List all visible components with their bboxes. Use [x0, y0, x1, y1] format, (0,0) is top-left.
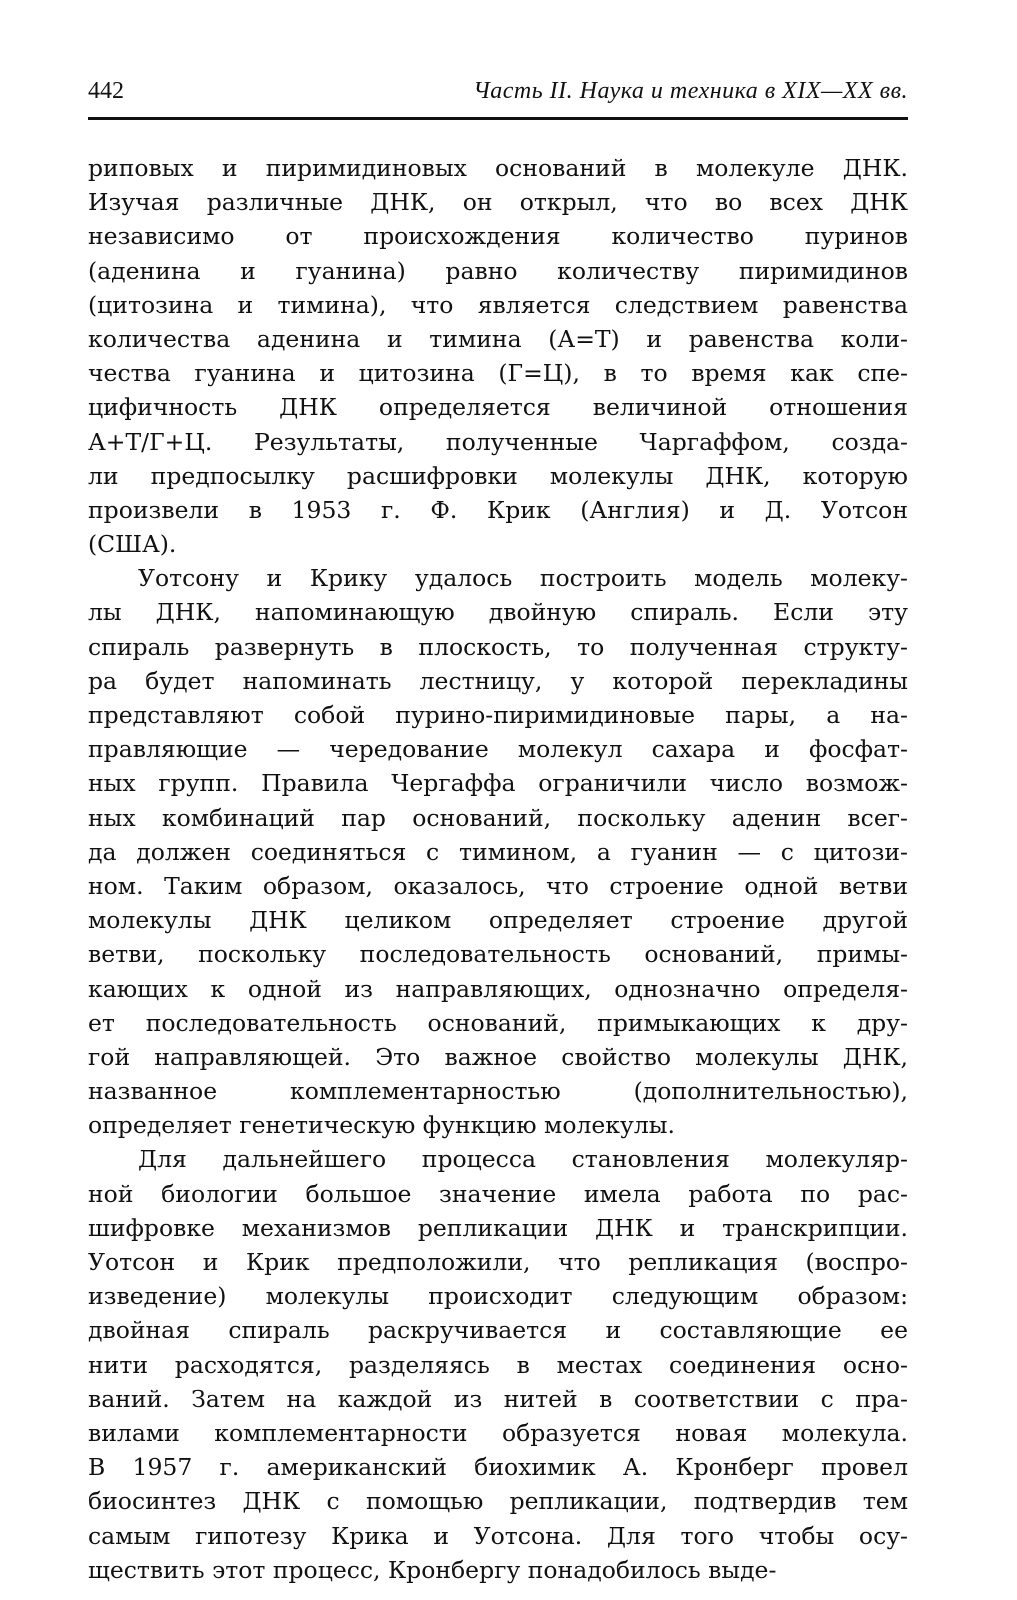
text-line: произвели в 1953 г. Ф. Крик (Англия) и Д. Уотсон [88, 495, 908, 524]
text-line: Для дальнейшего процесса становления молекуляр- [138, 1145, 908, 1174]
paragraph [88, 561, 908, 1142]
page-number: 442 [88, 78, 124, 104]
running-title: Часть II. Наука и техника в XIX—XX вв. [473, 78, 908, 104]
text-line: ном. Таким образом, оказалось, что строение одной ветви [88, 871, 908, 900]
text-line: ных комбинаций пар оснований, поскольку аденин всег- [88, 803, 908, 832]
paragraph [88, 1142, 908, 1586]
text-line: самым гипотезу Крика и Уотсона. Для того чтобы осу- [88, 1521, 908, 1550]
text-line: вилами комплементарности образуется новая молекула. [88, 1418, 908, 1447]
text-line: кающих к одной из направляющих, однозначно определя- [88, 974, 908, 1003]
text-line: Изучая различные ДНК, он открыл, что во всех ДНК [88, 188, 908, 217]
text-line: определяет генетическую функцию молекулы. [88, 1111, 675, 1140]
text-line: правляющие — чередование молекул сахара и фосфат- [88, 735, 908, 764]
text-line: молекулы ДНК целиком определяет строение другой [88, 906, 908, 935]
text-line: Уотсон и Крик предположили, что репликация (воспро- [88, 1248, 908, 1276]
text-line: гой направляющей. Это важное свойство молекулы ДНК, [88, 1042, 908, 1071]
text-line: цифичность ДНК определяется величиной отношения [88, 393, 908, 422]
text-line: биосинтез ДНК с помощью репликации, подтвердив тем [88, 1487, 908, 1516]
text-line: Уотсону и Крику удалось построить модель молеку- [138, 564, 908, 593]
text-line: ных групп. Правила Чергаффа ограничили число возмож- [88, 769, 908, 798]
text-line: независимо от происхождения количество пуринов [88, 222, 908, 251]
paragraph [88, 151, 908, 561]
text-line: ной биологии большое значение имела работа по рас- [88, 1179, 908, 1208]
text-line: риповых и пиримидиновых оснований в молекуле ДНК. [88, 154, 908, 182]
text-line: спираль развернуть в плоскость, то полученная структу- [88, 632, 908, 661]
text-line: количества аденина и тимина (А=Т) и равенства коли- [88, 324, 908, 353]
text-line: чества гуанина и цитозина (Г=Ц), в то время как спе- [88, 359, 908, 388]
text-line: лы ДНК, напоминающую двойную спираль. Если эту [88, 598, 908, 627]
text-line: названное комплементарностью (дополнительностью), [88, 1077, 908, 1106]
text-line: ветви, поскольку последовательность оснований, примы- [88, 940, 908, 969]
text-line: ществить этот процесс, Кронбергу понадобилось выде- [88, 1555, 777, 1584]
text-line: шифровке механизмов репликации ДНК и транскрипции. [88, 1213, 908, 1242]
text-line: ваний. Затем на каждой из нитей в соответствии с пра- [88, 1384, 908, 1413]
text-line: (цитозина и тимина), что является следствием равенства [88, 290, 908, 319]
body-text [88, 151, 908, 1587]
text-line: да должен соединяться с тимином, а гуанин — с цитози- [88, 837, 908, 866]
text-line: ли предпосылку расшифровки молекулы ДНК, которую [88, 461, 908, 490]
text-line: представляют собой пурино-пиримидиновые пары, а на- [88, 701, 908, 729]
text-line: (США). [88, 530, 177, 559]
running-header [88, 78, 908, 114]
text-line: (аденина и гуанина) равно количеству пиримидинов [88, 256, 908, 285]
text-line: В 1957 г. американский биохимик А. Кронберг провел [88, 1453, 908, 1482]
text-line: двойная спираль раскручивается и составляющие ее [88, 1316, 908, 1345]
text-line: ет последовательность оснований, примыкающих к дру- [88, 1008, 908, 1037]
header-rule [88, 117, 908, 120]
text-line: нити расходятся, разделяясь в местах соединения осно- [88, 1350, 908, 1379]
text-line: А+Т/Г+Ц. Результаты, полученные Чаргаффом, созда- [88, 427, 908, 456]
text-line: ра будет напоминать лестницу, у которой перекладины [88, 666, 908, 695]
text-line: изведение) молекулы происходит следующим образом: [88, 1282, 908, 1311]
